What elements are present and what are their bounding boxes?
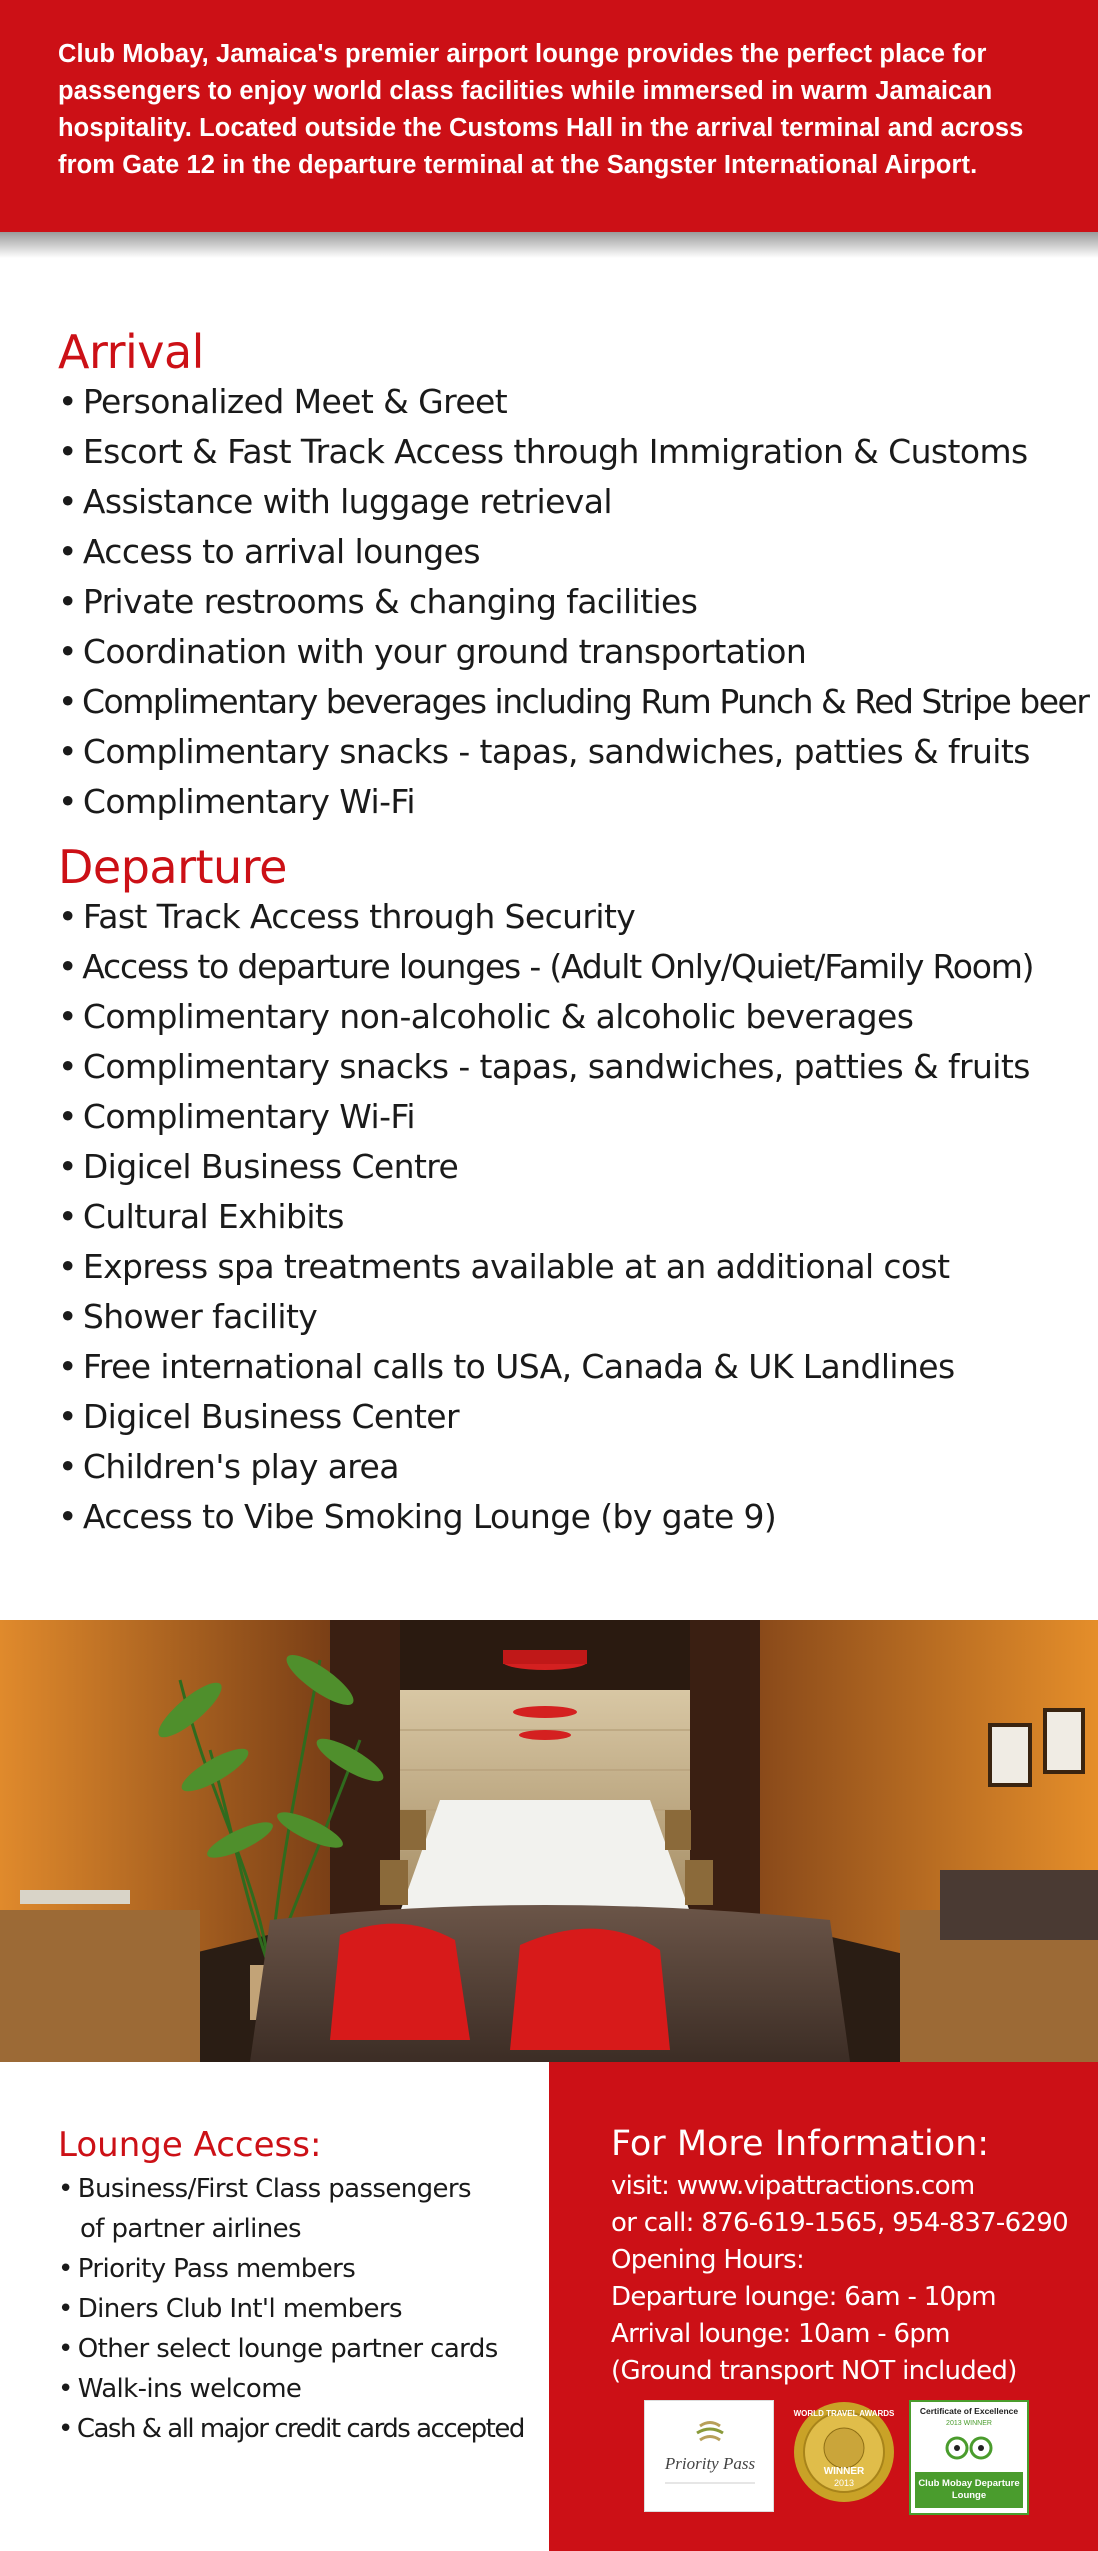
list-item: of partner airlines <box>80 2214 301 2244</box>
ground-transport-note: (Ground transport NOT included) <box>611 2356 1017 2386</box>
list-item: • Diners Club Int'l members <box>58 2289 538 2329</box>
list-item: • Complimentary Wi-Fi <box>58 1092 1068 1142</box>
tripadvisor-certificate-logo <box>911 2402 1027 2513</box>
world-travel-text: WORLD TRAVEL AWARDS <box>793 2409 895 2418</box>
world-travel-awards-logo <box>792 2400 896 2512</box>
priority-pass-text: Priority Pass <box>664 2454 756 2473</box>
list-item: • Walk-ins welcome <box>58 2369 538 2409</box>
departure-heading: Departure <box>58 840 287 894</box>
departure-section <box>58 842 1068 1542</box>
list-item: • Access to Vibe Smoking Lounge (by gate 9) <box>58 1492 1068 1542</box>
arrival-section <box>58 325 1089 827</box>
priority-pass-logo <box>645 2401 775 2513</box>
intro-text: Club Mobay, Jamaica's premier airport lounge provides the perfect place for passengers to enjoy world class facilities while immersed in warm Jamaican hospitality. Located outside the Customs Hall in the arrival terminal and across from Gate 12 in the departure terminal at the Sangster International Airport. <box>58 40 1024 179</box>
list-item: • Children's play area <box>58 1442 1068 1492</box>
list-item: • Personalized Meet & Greet <box>58 377 1068 427</box>
intro-banner <box>0 0 1098 232</box>
list-item: • Coordination with your ground transportation <box>58 627 1068 677</box>
website-link[interactable]: visit: www.vipattractions.com <box>611 2171 975 2201</box>
world-travel-awards-badge <box>792 2400 896 2512</box>
list-item: • Other select lounge partner cards <box>58 2329 538 2369</box>
list-item: • Cash & all major credit cards accepted <box>58 2409 538 2449</box>
list-item: • Shower facility <box>58 1292 1068 1342</box>
list-item: • Complimentary beverages including Rum Punch & Red Stripe beer <box>58 677 1068 727</box>
list-item: • Free international calls to USA, Canada & UK Landlines <box>58 1342 1068 1392</box>
list-item: • Fast Track Access through Security <box>58 892 1068 942</box>
list-item: • Access to arrival lounges <box>58 527 1068 577</box>
list-item: • Complimentary snacks - tapas, sandwiches, patties & fruits <box>58 1042 1068 1092</box>
banner-shadow <box>0 232 1098 258</box>
list-item: • Assistance with luggage retrieval <box>58 477 1068 527</box>
list-item: • Digicel Business Center <box>58 1392 1068 1442</box>
more-info-heading: For More Information: <box>611 2124 990 2164</box>
phone-numbers[interactable]: or call: 876-619-1565, 954-837-6290 <box>611 2208 1068 2238</box>
more-info-panel <box>549 2062 1098 2551</box>
award-year: 2013 <box>833 2478 855 2488</box>
list-item: • Business/First Class passengers <box>58 2169 538 2209</box>
list-item: • Cultural Exhibits <box>58 1192 1068 1242</box>
lounge-photo <box>0 1620 1098 2062</box>
arrival-heading: Arrival <box>58 325 204 379</box>
arrival-hours: Arrival lounge: 10am - 6pm <box>611 2319 950 2349</box>
departure-hours: Departure lounge: 6am - 10pm <box>611 2282 996 2312</box>
certificate-title: Certificate of Excellence <box>919 2406 1019 2416</box>
opening-hours-label: Opening Hours: <box>611 2245 805 2275</box>
list-item: • Digicel Business Centre <box>58 1142 1068 1192</box>
list-item: • Access to departure lounges - (Adult Only/Quiet/Family Room) <box>58 942 1068 992</box>
lounge-access-list <box>58 2169 538 2449</box>
lounge-access-heading: Lounge Access: <box>58 2125 322 2165</box>
departure-list <box>58 892 1068 1542</box>
lounge-access-section <box>58 2125 538 2449</box>
lounge-interior-illustration <box>0 1620 1098 2062</box>
arrival-list <box>58 377 1089 827</box>
list-item: • Complimentary snacks - tapas, sandwiches, patties & fruits <box>58 727 1068 777</box>
list-item: • Private restrooms & changing facilities <box>58 577 1068 627</box>
list-item: • Priority Pass members <box>58 2249 538 2289</box>
certificate-lounge-name: Club Mobay Departure Lounge <box>918 2478 1020 2501</box>
list-item: • Escort & Fast Track Access through Immigration & Customs <box>58 427 1068 477</box>
priority-pass-badge <box>644 2400 774 2512</box>
certificate-year: 2013 WINNER <box>946 2420 992 2427</box>
list-item: • Complimentary Wi-Fi <box>58 777 1068 827</box>
list-item: • Express spa treatments available at an additional cost <box>58 1242 1068 1292</box>
list-item: • Complimentary non-alcoholic & alcoholic beverages <box>58 992 1068 1042</box>
winner-text: WINNER <box>823 2466 865 2477</box>
tripadvisor-certificate-badge <box>909 2400 1029 2515</box>
